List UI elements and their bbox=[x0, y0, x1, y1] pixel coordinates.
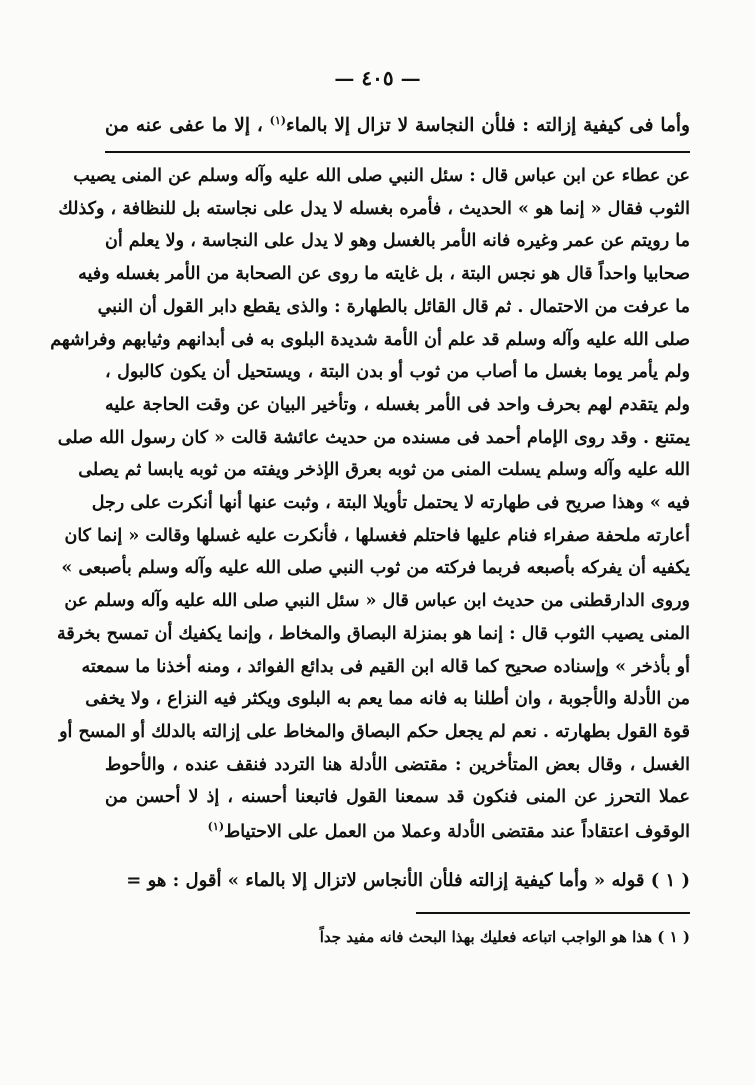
commentary-text: أعارته ملحفة صفراء فنام عليها فاحتلم فغسلها ، فأنكرت عليه غسلها وقالت « إنما كان bbox=[64, 525, 690, 546]
commentary-text: فيه » وهذا صريح فى طهارته لا يحتمل تأويلا البتة ، وثبت عنها أنها أنكرت على رجل bbox=[91, 493, 690, 513]
commentary-text: الوقوف اعتقاداً عند مقتضى الأدلة وعملا من العمل على الاحتياط bbox=[224, 821, 690, 842]
footnote-marker: (١) bbox=[269, 114, 287, 127]
commentary-text: أو بأذخر » وإسناده صحيح كما قاله ابن القيم فى بدائع الفوائد ، ومنه أخذنا ما سمعته bbox=[81, 656, 690, 677]
commentary-line bbox=[105, 231, 690, 251]
commentary-text: الله عليه وآله وسلم يسلت المنى من ثوبه بعرق الإذخر ويفته من ثوبه يابسا ثم يصلى bbox=[78, 460, 690, 481]
commentary-text: عن عطاء عن ابن عباس قال : سئل النبي صلى الله عليه وآله وسلم عن المنى يصيب bbox=[73, 166, 690, 186]
page-number: — ٤٠٥ — bbox=[334, 66, 421, 90]
commentary-line bbox=[105, 787, 690, 807]
commentary-line bbox=[97, 296, 690, 317]
footnote-marker: (١) bbox=[207, 820, 225, 833]
footnote-divider bbox=[416, 912, 690, 914]
commentary-line bbox=[78, 460, 690, 481]
commentary-text: الغسل ، وقال بعض المتأخرين : مقتضى الأدلة هنا التردد فنقف عنده ، والأحوط bbox=[105, 754, 690, 775]
commentary-text: يمتنع . وقد روى الإمام أحمد فى مسنده من حديث عائشة قالت « كان رسول الله صلى bbox=[57, 427, 690, 448]
commentary-line bbox=[105, 820, 690, 842]
commentary-line bbox=[64, 525, 690, 546]
commentary-text: صحابيا واحداً قال هو نجس البتة ، بل غايته ما روى عن الصحابة من الأمر بغسله وفيه bbox=[78, 264, 690, 285]
main-text-end: ، إلا ما عفى عنه من bbox=[105, 115, 263, 137]
commentary-text: من الأدلة والأجوبة ، وان أطلنا به فانه مما يعم به البلوى ويكثر فيه النزاع ، ولا يخفى bbox=[85, 689, 690, 710]
footnote-main: ( ١ ) قوله « وأما كيفية إزالته فلأن الأنجاس لاتزال إلا بالماء » أقول : هو = bbox=[126, 870, 690, 891]
commentary-text: صلى الله عليه وآله وسلم قد علم أن الأمة شديدة البلوى به فى أبدانهم وثيابهم وفراشهم bbox=[50, 329, 690, 350]
commentary-text: ولم يأمر يوما بغسل ما أصاب من ثوب أو بدن البتة ، ويستحيل أن يكون كالبول ، bbox=[105, 362, 690, 383]
main-text-line bbox=[105, 114, 690, 136]
commentary-line bbox=[57, 427, 690, 448]
commentary-line bbox=[61, 558, 690, 579]
commentary-text: ما رويتم عن عمر وغيره فانه الأمر بالغسل وهو لا يدل على النجاسة ، ولا يعلم أن bbox=[105, 231, 690, 252]
commentary-text: قوة القول بطهارته . نعم لم يجعل حكم البصاق والمخاط على إزالته بالدلك أو المسح أو bbox=[59, 721, 690, 742]
footnote-commentary: ( ١ ) هذا هو الواجب اتباعه فعليك بهذا البحث فانه مفيد جداً bbox=[319, 928, 690, 946]
commentary-line bbox=[91, 493, 690, 513]
commentary-line bbox=[58, 198, 690, 219]
commentary-line bbox=[81, 656, 690, 677]
commentary-text: الثوب فقال « إنما هو » الحديث ، فأمره بغسله لا يدل على نجاسته بل للنظافة ، وكذلك bbox=[58, 198, 690, 219]
commentary-text: المنى يصيب الثوب قال : إنما هو بمنزلة البصاق والمخاط ، وإنما يكفيك أن تمسح بخرقة bbox=[56, 623, 690, 644]
commentary-line bbox=[105, 362, 690, 382]
commentary-text: ولم يتقدم لهم بحرف واحد فى الأمر بغسله ، وتأخير البيان عن وقت الحاجة عليه bbox=[105, 394, 690, 415]
commentary-line bbox=[78, 264, 690, 285]
main-text: وأما فى كيفية إزالته : فلأن النجاسة لا تزال إلا بالماء bbox=[286, 115, 690, 137]
commentary-text: يكفيه أن يفركه بأصبعه فربما فركته من ثوب النبي صلى الله عليه وآله وسلم بأصبعى » bbox=[61, 558, 690, 579]
commentary-text: ما عرفت من الاحتمال . ثم قال القائل بالطهارة : والذى يقطع دابر القول أن النبي bbox=[97, 296, 690, 317]
commentary-text: وروى الدارقطنى من حديث ابن عباس قال « سئل النبي صلى الله عليه وآله وسلم عن bbox=[64, 591, 690, 612]
commentary-line bbox=[50, 329, 690, 350]
commentary-line bbox=[105, 755, 690, 775]
commentary-line bbox=[64, 591, 690, 612]
commentary-line bbox=[85, 689, 690, 710]
commentary-line bbox=[73, 166, 690, 186]
commentary-text: عملا التحرز عن المنى فنكون قد سمعنا القول فاتبعنا أحسنه ، إذ لا أحسن من bbox=[105, 787, 690, 808]
commentary-line bbox=[56, 623, 690, 644]
commentary-line bbox=[59, 721, 690, 742]
main-text-divider bbox=[105, 151, 690, 153]
commentary-line bbox=[105, 395, 690, 415]
